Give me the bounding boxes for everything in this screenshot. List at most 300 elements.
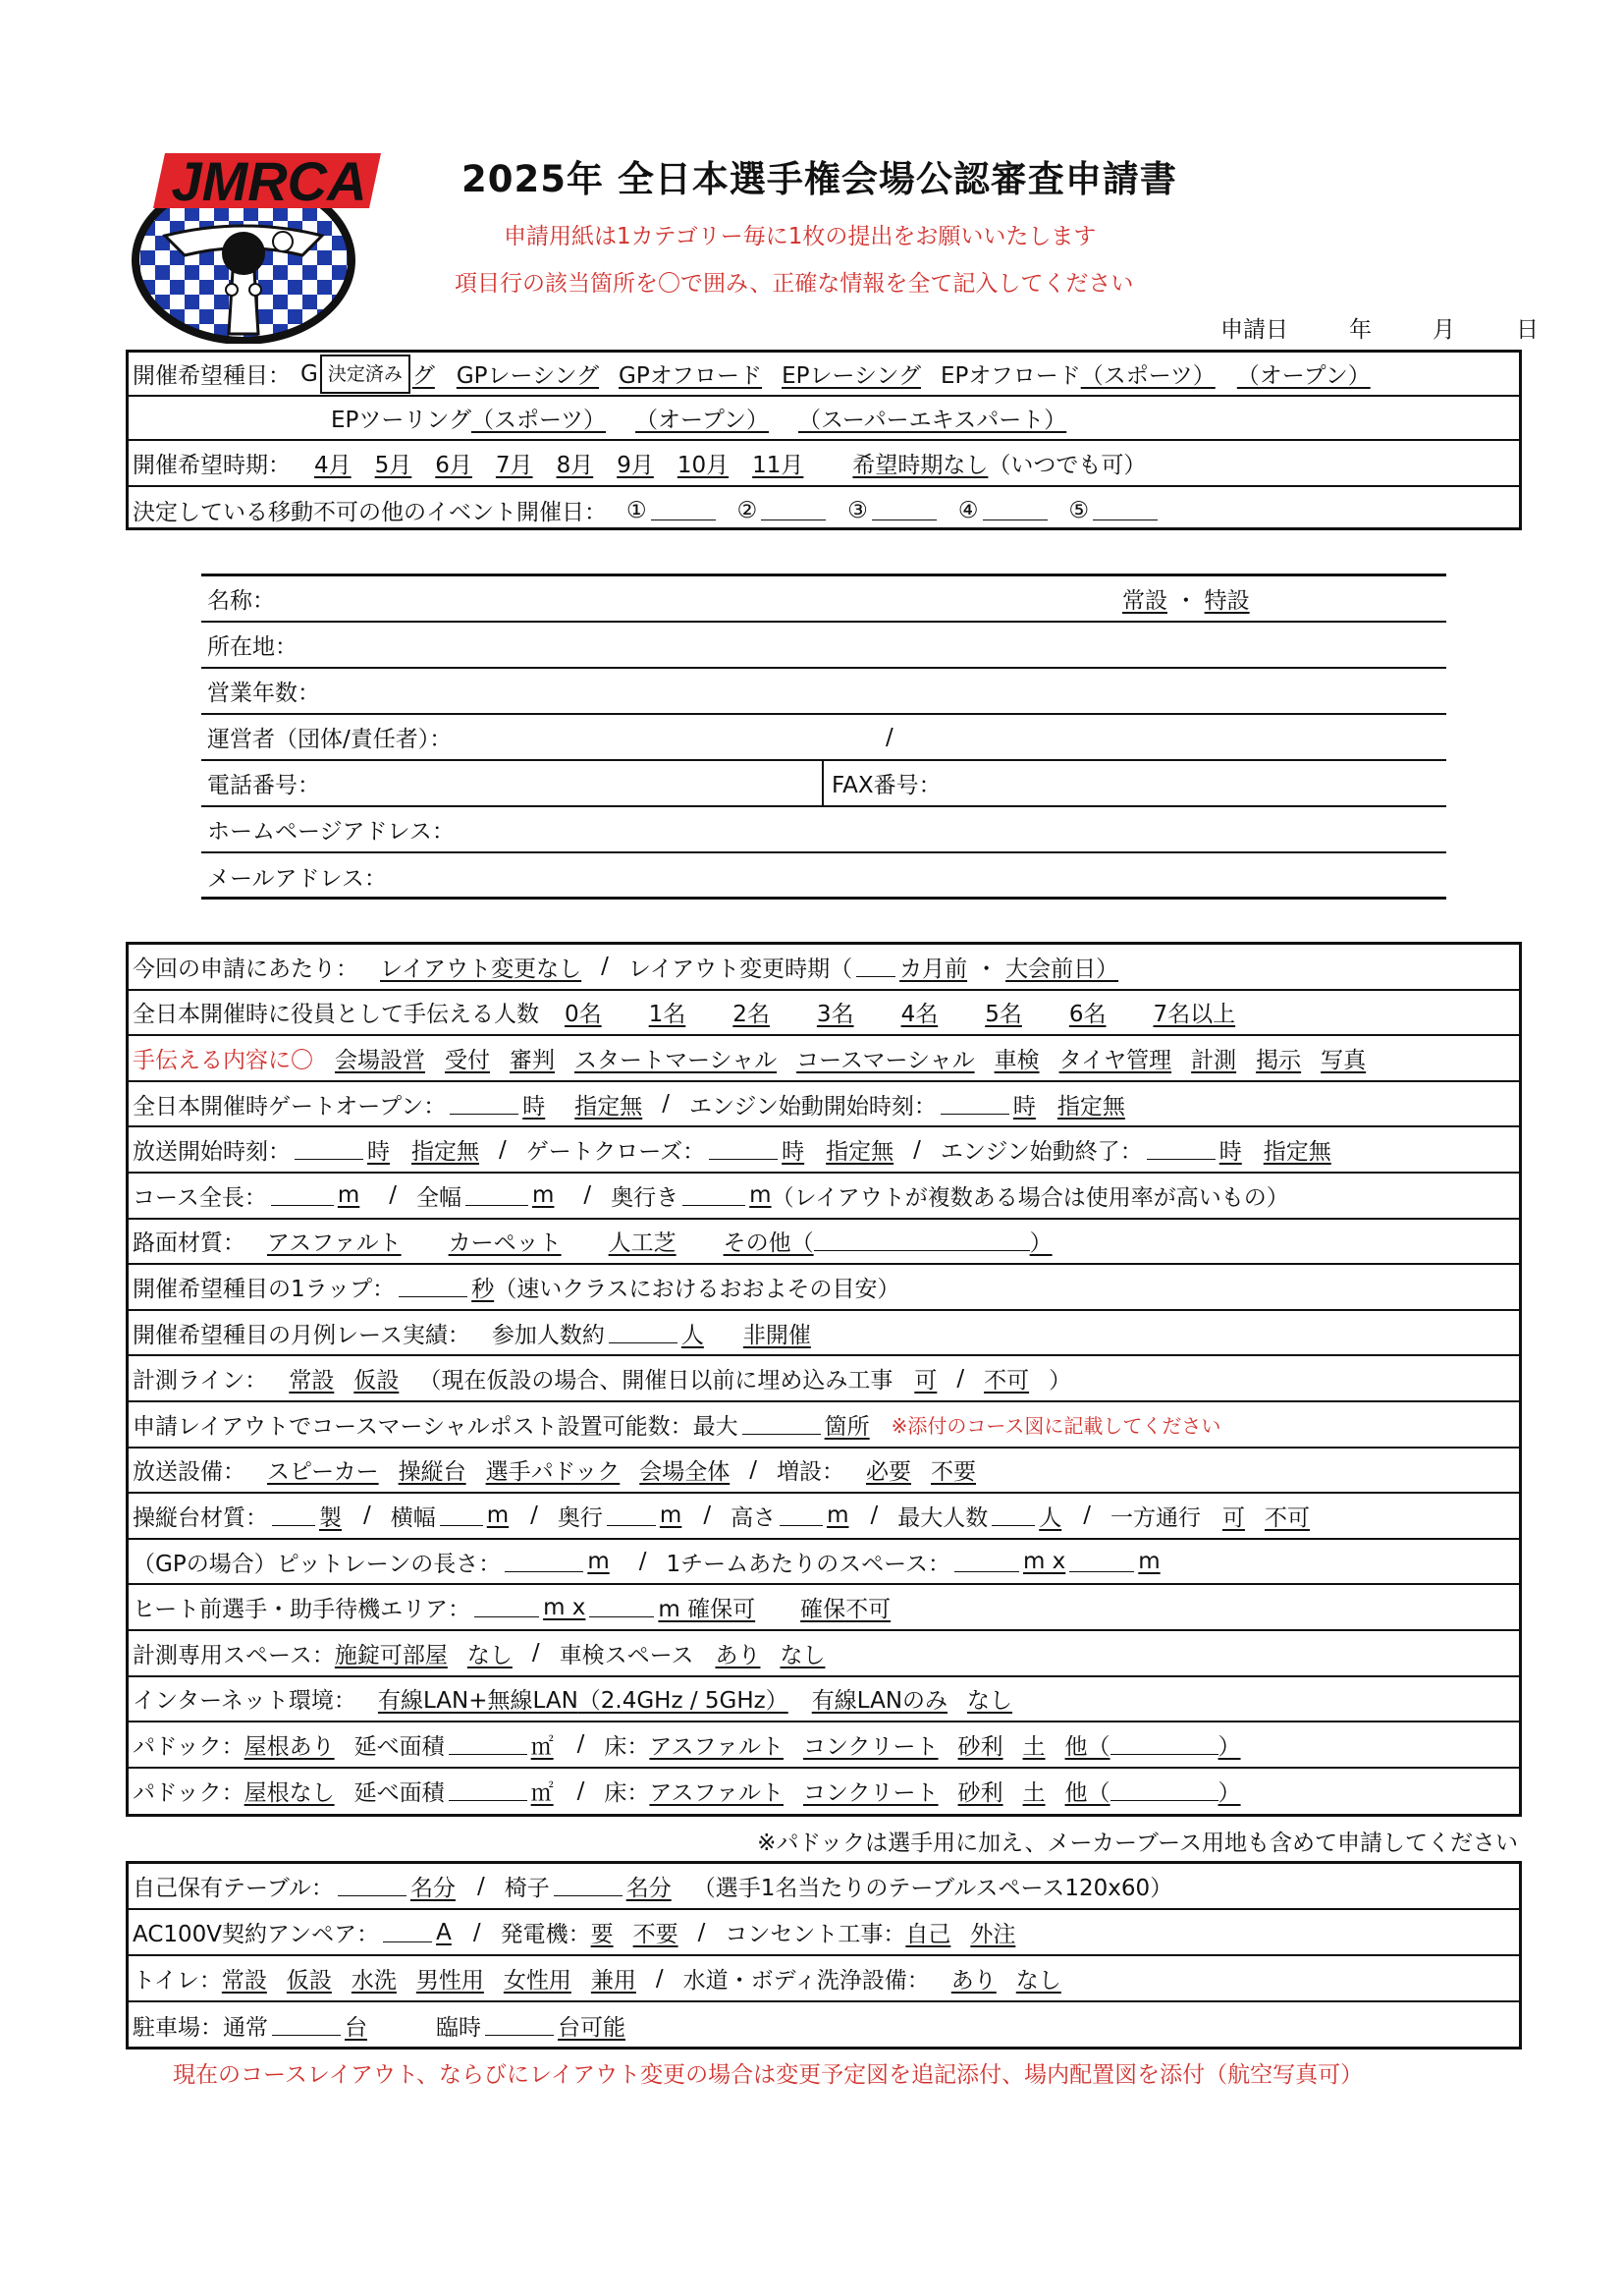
broadcast-time-row — [129, 1127, 1519, 1174]
meter-unit: m — [532, 1182, 555, 1209]
meter-times: m x — [543, 1594, 586, 1620]
separator: / — [576, 1731, 585, 1758]
marshal-post-note: ※添付のコース図に記載してください — [891, 1413, 1221, 1438]
floor-option[interactable]: 砂利 — [957, 1733, 1003, 1760]
month-option[interactable]: 10月 — [677, 453, 730, 478]
chairs-field[interactable] — [554, 1876, 623, 1896]
homepage-row — [201, 807, 1446, 853]
layout-label: 今回の申請にあたり： — [133, 956, 358, 982]
cars-unit: 台 — [345, 2015, 367, 2041]
years-label: 営業年数： — [207, 681, 320, 706]
secured-option[interactable]: m 確保可 — [658, 1597, 756, 1623]
decided-stamp: 決定済み — [320, 355, 410, 394]
sqm-unit: ㎡ — [530, 1780, 554, 1807]
toilet-option[interactable]: 水洗 — [351, 1968, 397, 1994]
toilet-label: トイレ： — [133, 1968, 222, 1994]
waiting-depth-field[interactable] — [589, 1597, 654, 1617]
floor-option[interactable]: 土 — [1022, 1733, 1046, 1760]
sqm-unit: ㎡ — [530, 1733, 554, 1760]
embed-impossible-option[interactable]: 不可 — [984, 1368, 1030, 1394]
month-option[interactable]: 11月 — [752, 453, 804, 478]
help-tasks-label: 手伝える内容に〇 — [133, 1047, 313, 1073]
waiting-width-field[interactable] — [474, 1597, 539, 1617]
surface-row — [129, 1220, 1519, 1266]
month-option[interactable]: 6月 — [435, 453, 472, 478]
internet-row — [129, 1677, 1519, 1723]
event-date-1-field[interactable] — [651, 500, 716, 520]
stand-width-field[interactable] — [440, 1505, 483, 1526]
help-task-option[interactable]: 会場設営 — [335, 1047, 425, 1073]
wired-only-option[interactable]: 有線LANのみ — [811, 1688, 948, 1715]
outlet-work-label: コンセント工事： — [725, 1922, 906, 1947]
gate-close-field[interactable] — [709, 1139, 778, 1160]
category-suffix: グ — [411, 363, 435, 389]
helpers-count-option[interactable]: 0名 — [565, 1002, 602, 1028]
course-depth-field[interactable] — [682, 1185, 745, 1206]
unroofed-option: 屋根なし — [244, 1780, 335, 1807]
attachment-note: 現在のコースレイアウト、ならびにレイアウト変更の場合は変更予定図を追記添付、場内配置図を添付（航空写真可） — [173, 2062, 1364, 2088]
helpers-row — [129, 991, 1519, 1037]
fixed-events-row — [129, 487, 1519, 533]
inspection-space-label: 車検スペース — [559, 1642, 694, 1668]
own-tables-field[interactable] — [338, 1876, 406, 1896]
broadcast-start-field[interactable] — [295, 1139, 363, 1160]
hour-unit: 時 — [782, 1139, 805, 1166]
category-prefix: G — [300, 360, 318, 387]
separator: / — [662, 1091, 670, 1118]
generator-label: 発電機： — [500, 1922, 591, 1947]
waiting-area-row — [129, 1585, 1519, 1631]
surface-other-option[interactable]: その他（ — [723, 1230, 814, 1257]
temporary-parking-field[interactable] — [485, 2015, 554, 2036]
category-gp-racing[interactable]: GPレーシング — [456, 363, 600, 389]
power-row — [129, 1910, 1519, 1956]
ampere-field[interactable] — [383, 1922, 432, 1942]
not-held-option[interactable]: 非開催 — [742, 1322, 811, 1348]
helpers-count-option[interactable]: 3名 — [816, 1002, 854, 1028]
timing-line-label: 計測ライン： — [133, 1368, 268, 1394]
close-paren: ） — [1049, 1368, 1072, 1394]
separator: / — [363, 1503, 371, 1529]
water-facility-label: 水道・ボディ洗浄設備： — [682, 1968, 930, 1994]
month-option[interactable]: 7月 — [495, 453, 533, 478]
stand-depth-field[interactable] — [607, 1505, 656, 1526]
event-request-table — [126, 350, 1522, 530]
event-date-2-field[interactable] — [761, 500, 826, 520]
course-length-label: コース全長： — [133, 1184, 267, 1211]
gate-close-label: ゲートクローズ： — [525, 1139, 706, 1166]
marshal-post-field[interactable] — [742, 1414, 821, 1435]
email-row — [201, 853, 1446, 900]
max-people-label: 最大人数 — [897, 1504, 989, 1531]
chairs-label: 椅子 — [504, 1876, 550, 1901]
layout-change-row — [129, 945, 1519, 991]
close-paren: ） — [1029, 1230, 1053, 1257]
floor-option[interactable]: コンクリート — [803, 1780, 939, 1807]
hour-unit: 時 — [1218, 1139, 1242, 1166]
outsource-option[interactable]: 外注 — [970, 1922, 1016, 1947]
parking-row — [129, 2002, 1519, 2049]
help-task-option[interactable]: 写真 — [1321, 1047, 1367, 1073]
floor-label: 床： — [604, 1733, 650, 1760]
layout-months-field[interactable] — [856, 957, 895, 977]
floor-option[interactable]: アスファルト — [649, 1780, 784, 1807]
close-paren: ） — [1218, 1733, 1241, 1760]
address-row — [201, 623, 1446, 669]
team-space-width-field[interactable] — [954, 1552, 1019, 1572]
surface-option[interactable]: 人工芝 — [608, 1230, 677, 1257]
no-preference-note: （いつでも可） — [988, 453, 1147, 478]
no-spec-option[interactable]: 指定無 — [411, 1139, 479, 1166]
separator: / — [583, 1182, 592, 1209]
category-ep-offroad[interactable]: EPオフロード — [940, 363, 1081, 389]
floor-other-option[interactable]: 他（ — [1064, 1733, 1110, 1760]
paddock-unroofed-row — [129, 1769, 1519, 1815]
fixed-events-label: 決定している移動不可の他のイベント開催日： — [133, 500, 607, 525]
engine-start-label: エンジン始動開始時刻： — [689, 1093, 937, 1120]
cars-possible-unit: 台可能 — [558, 2015, 625, 2041]
course-size-note: （レイアウトが複数ある場合は使用率が高いもの） — [771, 1184, 1289, 1211]
timing-line-note: （現在仮設の場合、開催日以前に埋め込み工事 — [418, 1368, 893, 1394]
separator: / — [530, 1503, 538, 1529]
timing-permanent-option[interactable]: 常設 — [289, 1368, 335, 1394]
meter-unit: m — [827, 1503, 849, 1529]
months-before-option[interactable]: カ月前 — [899, 956, 968, 982]
regular-parking-field[interactable] — [272, 2015, 341, 2036]
help-task-option[interactable]: タイヤ管理 — [1058, 1047, 1172, 1073]
toilet-row — [129, 1956, 1519, 2002]
broadcast-equip-label: 放送設備： — [133, 1459, 245, 1486]
one-way-label: 一方通行 — [1110, 1504, 1201, 1531]
broadcast-option[interactable]: スピーカー — [267, 1459, 379, 1486]
expansion-needed-option[interactable]: 必要 — [866, 1459, 911, 1486]
stand-height-label: 高さ — [731, 1504, 777, 1531]
none-option[interactable]: なし — [466, 1642, 513, 1668]
tables-chairs-row — [129, 1864, 1519, 1910]
broadcast-start-label: 放送開始時刻： — [133, 1139, 291, 1166]
floor-other-field[interactable] — [1110, 1780, 1218, 1801]
venue-permanent-option[interactable]: 常設 — [1122, 588, 1167, 614]
separator: / — [601, 954, 609, 980]
toilet-option[interactable]: 女性用 — [503, 1968, 571, 1994]
event-slot-1: ① — [626, 497, 647, 523]
no-spec-option[interactable]: 指定無 — [1056, 1093, 1125, 1120]
ep-offroad-sports[interactable]: （スポーツ） — [1080, 363, 1216, 389]
helpers-count-option[interactable]: 6名 — [1068, 1002, 1107, 1028]
engine-start-field[interactable] — [941, 1094, 1009, 1115]
separator: / — [576, 1777, 585, 1804]
expansion-not-needed-option[interactable]: 不要 — [931, 1459, 976, 1486]
floor-label: 床： — [604, 1780, 650, 1807]
own-tables-label: 自己保有テーブル： — [133, 1876, 334, 1901]
instruction-note-1: 申請用紙は1カテゴリー毎に1枚の提出をお願いいたします — [504, 224, 1097, 249]
category-gp-offroad[interactable]: GPオフロード — [619, 363, 763, 389]
separator: / — [913, 1136, 921, 1163]
venue-info-table — [201, 574, 1446, 900]
venue-name-label: 名称： — [207, 588, 275, 614]
meter-unit: m — [659, 1503, 682, 1529]
floor-other-field[interactable] — [1110, 1734, 1218, 1755]
hour-unit: 時 — [1012, 1093, 1036, 1120]
driver-stand-row — [129, 1494, 1519, 1540]
venue-type-sep: ・ — [1174, 588, 1198, 614]
persons-unit: 名分 — [625, 1876, 672, 1901]
not-secured-option[interactable]: 確保不可 — [800, 1597, 892, 1623]
course-width-label: 全幅 — [416, 1184, 462, 1211]
layout-no-change-option[interactable]: レイアウト変更なし — [380, 956, 582, 982]
floor-option[interactable]: コンクリート — [803, 1733, 939, 1760]
internet-label: インターネット環境： — [133, 1688, 356, 1715]
date-month: 月 — [1433, 317, 1455, 343]
fax-label: FAX番号： — [832, 773, 942, 798]
month-option[interactable]: 5月 — [374, 453, 412, 478]
ep-touring-sports[interactable]: （スポーツ） — [470, 408, 607, 433]
meter-unit: m — [337, 1182, 360, 1209]
lap-time-note: （速いクラスにおけるおおよその目安） — [494, 1276, 900, 1302]
people-unit: 人 — [680, 1322, 704, 1348]
day-before-option[interactable]: 大会前日） — [1005, 956, 1119, 982]
help-tasks-row — [129, 1036, 1519, 1082]
toilet-option[interactable]: 常設 — [221, 1968, 267, 1994]
engine-end-field[interactable] — [1147, 1139, 1216, 1160]
no-preference-option[interactable]: 希望時期なし — [852, 453, 989, 478]
operator-label: 運営者（団体/責任者）： — [207, 727, 453, 752]
help-task-option[interactable]: 受付 — [445, 1047, 490, 1073]
operator-row — [201, 715, 1446, 761]
facility-details-table — [126, 942, 1522, 1817]
timing-temporary-option[interactable]: 仮設 — [353, 1368, 400, 1394]
floor-other-option[interactable]: 他（ — [1064, 1780, 1110, 1807]
no-option[interactable]: なし — [1015, 1968, 1061, 1994]
broadcast-option[interactable]: 会場全体 — [639, 1459, 731, 1486]
period-row — [129, 441, 1519, 487]
help-task-option[interactable]: コースマーシャル — [796, 1047, 975, 1073]
helpers-label: 全日本開催時に役員として手伝える人数 — [133, 1002, 539, 1028]
temporary-parking-label: 臨時 — [436, 2015, 481, 2041]
timing-line-row — [129, 1356, 1519, 1402]
separator-dot: ・ — [975, 956, 999, 982]
phone-label: 電話番号： — [207, 773, 320, 798]
date-year: 年 — [1349, 317, 1372, 343]
close-paren: ） — [1218, 1780, 1241, 1807]
self-option[interactable]: 自己 — [905, 1922, 951, 1947]
helpers-count-option[interactable]: 7名以上 — [1153, 1002, 1236, 1028]
waiting-area-label: ヒート前選手・助手待機エリア： — [133, 1597, 471, 1623]
layout-change-label: レイアウト変更時期（ — [627, 956, 853, 982]
area-label: 延べ面積 — [353, 1780, 445, 1807]
phone-fax-row — [201, 761, 1446, 807]
ep-offroad-open[interactable]: （オープン） — [1236, 363, 1371, 389]
month-option[interactable]: 4月 — [314, 453, 352, 478]
monthly-race-label: 開催希望種目の月例レース実績： — [133, 1322, 470, 1348]
category-row-2 — [129, 397, 1519, 441]
homepage-label: ホームページアドレス： — [207, 819, 455, 845]
period-label: 開催希望時期： — [133, 453, 291, 478]
ep-touring-open[interactable]: （オープン） — [635, 408, 769, 433]
floor-option[interactable]: 砂利 — [957, 1780, 1003, 1807]
paddock-roofed-row — [129, 1722, 1519, 1769]
helpers-count-option[interactable]: 2名 — [732, 1002, 770, 1028]
lap-time-field[interactable] — [399, 1277, 467, 1297]
material-suffix: 製 — [319, 1504, 342, 1531]
event-slot-4: ④ — [957, 497, 979, 523]
help-task-option[interactable]: 審判 — [510, 1047, 555, 1073]
separator: / — [655, 1965, 664, 1992]
help-task-option[interactable]: スタートマーシャル — [574, 1047, 778, 1073]
separator: / — [956, 1365, 965, 1392]
broadcast-equip-row — [129, 1449, 1519, 1495]
engine-end-label: エンジン始動終了： — [940, 1139, 1143, 1166]
course-length-field[interactable] — [271, 1185, 334, 1206]
participants-label: 参加人数約 — [491, 1322, 605, 1348]
month-option[interactable]: 8月 — [556, 453, 594, 478]
max-people-field[interactable] — [992, 1505, 1035, 1526]
floor-option[interactable]: 土 — [1022, 1780, 1046, 1807]
lockable-room-option[interactable]: 施錠可部屋 — [334, 1642, 448, 1668]
broadcast-option[interactable]: 選手パドック — [485, 1459, 621, 1486]
no-spec-option[interactable]: 指定無 — [1263, 1139, 1331, 1166]
lap-time-row — [129, 1265, 1519, 1311]
generator-not-needed-option[interactable]: 不要 — [632, 1922, 678, 1947]
no-spec-option[interactable]: 指定無 — [826, 1139, 894, 1166]
timing-space-label: 計測専用スペース： — [133, 1642, 335, 1668]
category-ep-touring[interactable]: EPツーリング — [331, 408, 471, 433]
separator: / — [697, 1919, 706, 1945]
jmrca-logo — [126, 147, 387, 344]
helpers-count-option[interactable]: 1名 — [648, 1002, 686, 1028]
meter-unit: m — [749, 1182, 772, 1209]
generator-needed-option[interactable]: 要 — [590, 1922, 614, 1947]
meter-unit: m — [587, 1549, 610, 1575]
pit-lane-field[interactable] — [505, 1552, 583, 1572]
embed-possible-option[interactable]: 可 — [914, 1368, 938, 1394]
seconds-unit: 秒 — [471, 1276, 495, 1302]
ampere-unit: A — [436, 1919, 452, 1945]
pit-lane-row — [129, 1540, 1519, 1586]
no-option[interactable]: なし — [780, 1642, 826, 1668]
stand-depth-label: 奥行 — [557, 1504, 603, 1531]
amenities-table — [126, 1861, 1522, 2050]
surface-option[interactable]: アスファルト — [267, 1230, 402, 1257]
toilet-option[interactable]: 兼用 — [590, 1968, 636, 1994]
separator: / — [1083, 1503, 1091, 1529]
separator: / — [749, 1456, 757, 1483]
application-date — [1220, 311, 1539, 344]
separator: / — [638, 1549, 647, 1575]
wifi-bands-option[interactable]: （2.4GHz / 5GHz） — [577, 1688, 788, 1715]
ampere-label: AC100V契約アンペア： — [133, 1922, 380, 1947]
separator: / — [499, 1136, 507, 1163]
marshal-post-label: 申請レイアウトでコースマーシャルポスト設置可能数：最大 — [133, 1413, 738, 1440]
stand-height-field[interactable] — [780, 1505, 823, 1526]
ep-touring-super-expert[interactable]: （スーパーエキスパート） — [797, 408, 1067, 433]
broadcast-option[interactable]: 操縦台 — [398, 1459, 466, 1486]
no-internet-option[interactable]: なし — [967, 1688, 1013, 1715]
table-space-note: （選手1名当たりのテーブルスペース120x60） — [692, 1876, 1173, 1901]
surface-other-field[interactable] — [814, 1230, 1030, 1251]
event-date-3-field[interactable] — [872, 500, 937, 520]
stand-material-label: 操縦台材質： — [133, 1504, 268, 1531]
event-slot-5: ⑤ — [1068, 497, 1090, 523]
roofed-option: 屋根あり — [244, 1733, 335, 1760]
hour-unit: 時 — [522, 1093, 546, 1120]
separator: / — [476, 1873, 485, 1899]
surface-label: 路面材質： — [133, 1230, 245, 1257]
team-space-label: 1チームあたりのスペース： — [666, 1551, 950, 1577]
no-spec-option[interactable]: 指定無 — [574, 1093, 643, 1120]
timing-space-row — [129, 1631, 1519, 1677]
event-date-5-field[interactable] — [1093, 500, 1158, 520]
surface-option[interactable]: カーペット — [448, 1230, 562, 1257]
regular-parking-label: 通常 — [223, 2015, 268, 2041]
stand-width-label: 横幅 — [390, 1504, 436, 1531]
years-row — [201, 669, 1446, 715]
participants-field[interactable] — [609, 1323, 677, 1343]
month-option[interactable]: 9月 — [617, 453, 654, 478]
helpers-count-option[interactable]: 5名 — [985, 1002, 1022, 1028]
course-width-field[interactable] — [465, 1185, 528, 1206]
floor-option[interactable]: アスファルト — [649, 1733, 784, 1760]
team-space-depth-field[interactable] — [1069, 1552, 1134, 1572]
persons-unit: 名分 — [409, 1876, 456, 1901]
separator: / — [703, 1503, 712, 1529]
event-date-4-field[interactable] — [983, 500, 1048, 520]
lap-time-label: 開催希望種目の1ラップ： — [133, 1276, 396, 1302]
places-unit: 箇所 — [824, 1413, 870, 1440]
parking-label: 駐車場： — [133, 2015, 223, 2041]
category-label: 開催希望種目： — [133, 363, 291, 389]
one-way-ng-option[interactable]: 不可 — [1264, 1504, 1310, 1531]
instruction-note-2: 項目行の該当箇所を〇で囲み、正確な情報を全て記入してください — [455, 271, 1134, 297]
marshal-post-row — [129, 1402, 1519, 1449]
logo-text: JMRCA — [171, 150, 367, 212]
course-size-row — [129, 1174, 1519, 1220]
expansion-label: 増設： — [777, 1459, 844, 1486]
separator: / — [389, 1182, 398, 1209]
paddock-label: パドック： — [133, 1780, 244, 1807]
category-ep-racing[interactable]: EPレーシング — [782, 363, 921, 389]
course-depth-label: 奥行き — [611, 1184, 679, 1211]
separator: / — [531, 1640, 540, 1667]
toilet-option[interactable]: 男性用 — [415, 1968, 484, 1994]
area-field[interactable] — [449, 1734, 527, 1755]
monthly-race-row — [129, 1311, 1519, 1357]
event-slot-3: ③ — [847, 497, 868, 523]
category-row — [129, 353, 1519, 397]
help-task-option[interactable]: 掲示 — [1256, 1047, 1302, 1073]
wired-wifi-option[interactable]: 有線LAN+無線LAN — [377, 1688, 578, 1715]
meter-unit: m — [1138, 1549, 1161, 1575]
gate-open-field[interactable] — [450, 1094, 518, 1115]
help-task-option[interactable]: 計測 — [1191, 1047, 1237, 1073]
venue-temporary-option[interactable]: 特設 — [1204, 588, 1250, 614]
phone-fax-divider — [822, 761, 824, 805]
yes-option[interactable]: あり — [715, 1642, 761, 1668]
yes-option[interactable]: あり — [950, 1968, 997, 1994]
pit-lane-label: （GPの場合）ピットレーンの長さ： — [133, 1551, 502, 1577]
address-label: 所在地： — [207, 634, 298, 660]
one-way-ok-option[interactable]: 可 — [1221, 1504, 1245, 1531]
gate-open-row — [129, 1082, 1519, 1128]
event-slot-2: ② — [736, 497, 758, 523]
help-task-option[interactable]: 車検 — [994, 1047, 1040, 1073]
helpers-count-option[interactable]: 4名 — [900, 1002, 939, 1028]
separator: / — [472, 1919, 481, 1945]
area-field[interactable] — [449, 1780, 527, 1801]
paddock-label: パドック： — [133, 1733, 244, 1760]
toilet-option[interactable]: 仮設 — [286, 1968, 332, 1994]
stand-material-field[interactable] — [272, 1505, 315, 1526]
